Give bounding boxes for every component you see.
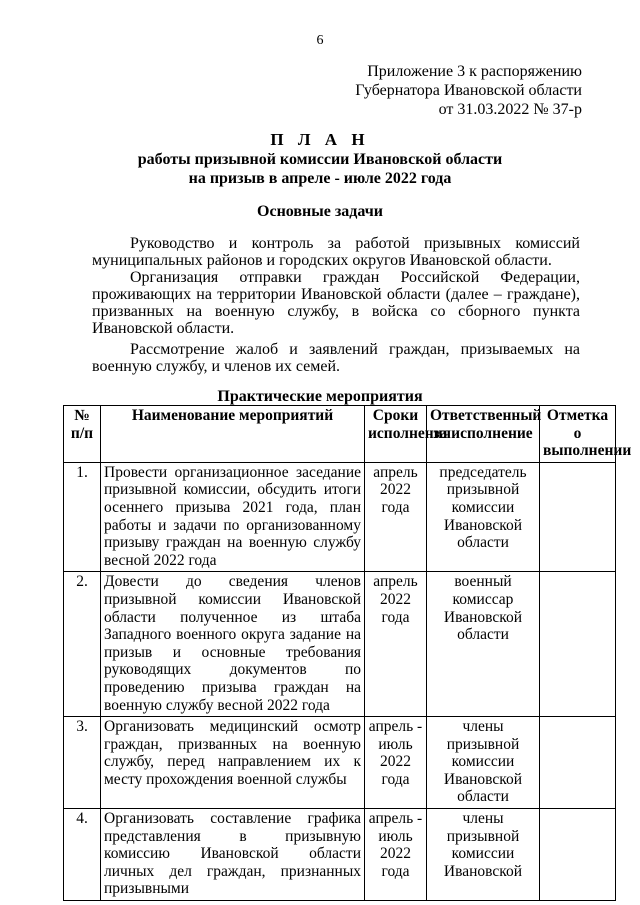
measure-term: апрель - июль 2022 года xyxy=(365,717,427,809)
appendix-header xyxy=(355,62,582,119)
title-line-2: на призыв в апреле - июле 2022 года xyxy=(188,170,452,187)
main-tasks-heading: Основные задачи xyxy=(257,203,383,220)
measure-term: апрель 2022 года xyxy=(365,572,427,717)
measure-name: Организовать медицинский осмотр граждан, призванных на военную службу, перед направлением их к месту прохождения военной службы xyxy=(101,717,365,809)
measure-name: Довести до сведения членов призывной комиссии Ивановской области полученное из штаба Западного военного округа задание на призыв и основные требования руководящих документов по проведению призыва граждан на военную службу весной 2022 года xyxy=(101,572,365,717)
main-tasks-text xyxy=(92,235,580,375)
header-responsible: Ответственный за исполнение xyxy=(427,406,540,463)
header-term: Сроки исполнения xyxy=(365,406,427,463)
table-row xyxy=(64,809,616,901)
table-row xyxy=(64,462,616,572)
table-row xyxy=(64,572,616,717)
measure-responsible: военный комиссар Ивановской области xyxy=(427,572,540,717)
plan-heading: П Л А Н xyxy=(270,130,370,149)
row-number: 2. xyxy=(64,572,101,717)
appendix-line-2: Губернатора Ивановской области xyxy=(355,82,582,99)
measure-responsible: члены призывной комиссии Ивановской области xyxy=(427,717,540,809)
measure-mark xyxy=(540,717,616,809)
measure-term: апрель - июль 2022 года xyxy=(365,809,427,901)
task-paragraph: Руководство и контроль за работой призывных комиссий муниципальных районов и городских округов Ивановской области. xyxy=(92,235,580,269)
measure-responsible: председатель призывной комиссии Ивановской области xyxy=(427,462,540,572)
measure-mark xyxy=(540,572,616,717)
measure-name: Организовать составление графика представления в призывную комиссию Ивановской области личных дел граждан, признанных призывными xyxy=(101,809,365,901)
measure-term: апрель 2022 года xyxy=(365,462,427,572)
practical-measures-heading: Практические мероприятия xyxy=(217,388,423,405)
appendix-line-3: от 31.03.2022 № 37-р xyxy=(438,101,582,118)
table-header-row xyxy=(64,406,616,463)
measure-mark xyxy=(540,809,616,901)
measure-name: Провести организационное заседание призывной комиссии, обсудить итоги осеннего призыва 2021 года, план работы и задачи по организованному призыву граждан на военную службу весной 2022 года xyxy=(101,462,365,572)
measure-responsible: члены призывной комиссии Ивановской xyxy=(427,809,540,901)
row-number: 3. xyxy=(64,717,101,809)
measure-mark xyxy=(540,462,616,572)
title-line-1: работы призывной комиссии Ивановской области xyxy=(137,151,503,168)
row-number: 4. xyxy=(64,809,101,901)
appendix-line-1: Приложение 3 к распоряжению xyxy=(367,63,582,80)
task-paragraph: Организация отправки граждан Российской Федерации, проживающих на территории Ивановской области (далее – граждане), призванных на военную службу, в войска со сборного пункта Ивановской области. xyxy=(92,269,580,337)
header-name: Наименование мероприятий xyxy=(101,406,365,463)
header-num: № п/п xyxy=(64,406,101,463)
document-title xyxy=(0,130,640,188)
table-row xyxy=(64,717,616,809)
task-paragraph: Рассмотрение жалоб и заявлений граждан, призываемых на военную службу, и членов их семей. xyxy=(92,341,580,375)
row-number: 1. xyxy=(64,462,101,572)
measures-table xyxy=(63,405,632,901)
header-mark: Отметка о выполнении xyxy=(540,406,616,463)
page-number: 6 xyxy=(316,33,324,48)
